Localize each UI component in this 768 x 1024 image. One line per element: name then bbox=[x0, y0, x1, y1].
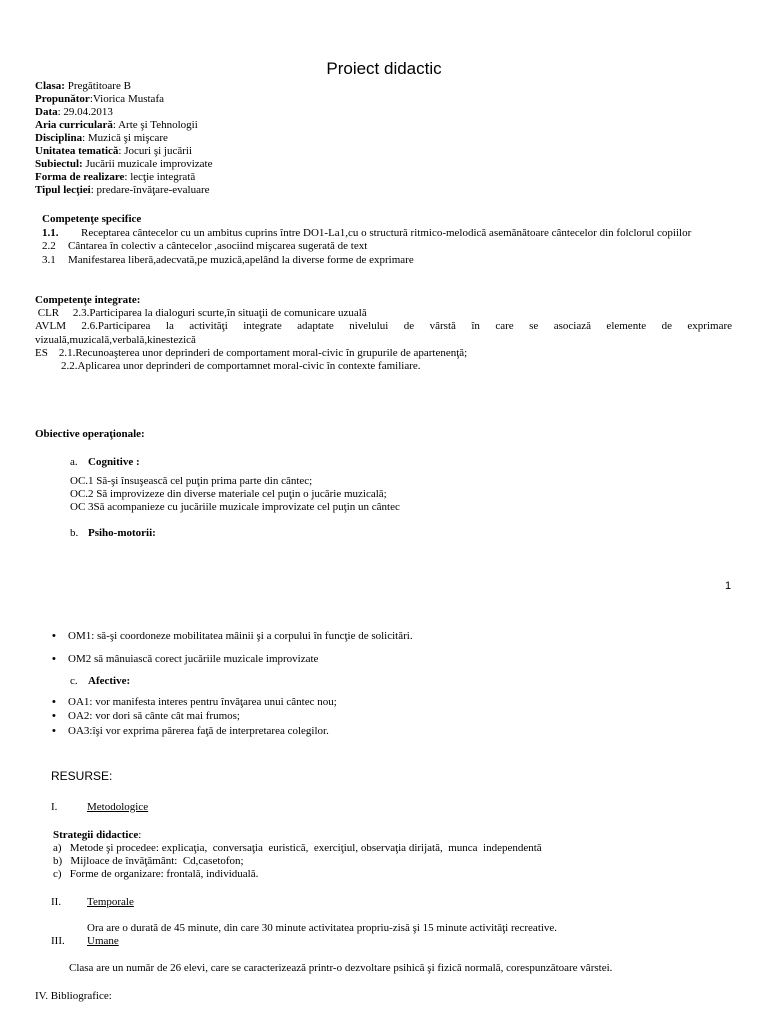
meta-tipul: Tipul lecţiei: predare-învăţare-evaluare bbox=[35, 184, 210, 196]
obiectiv-om2: • OM2 să mânuiască corect jucăriile muzicale improvizate bbox=[68, 653, 318, 666]
meta-subiectul: Subiectul: Jucării muzicale improvizate bbox=[35, 158, 213, 170]
strategii-metode: a) Metode şi procedee: explicaţia, conversaţia euristică, exerciţiul, observaţia dirijată, munca independentă bbox=[53, 842, 542, 854]
meta-clasa: Clasa: Pregătitoare B bbox=[35, 80, 131, 92]
competente-specifice-heading: Competenţe specifice bbox=[42, 213, 142, 225]
strategii-forme: c) Forme de organizare: frontală, individuală. bbox=[53, 868, 259, 880]
page-number: 1 bbox=[725, 580, 732, 592]
umane-text: Clasa are un număr de 26 elevi, care se caracterizează printr-o dezvoltare psihică şi fizică normală, corespunzătoare vârstei. bbox=[69, 962, 613, 974]
meta-unitatea: Unitatea tematică: Jocuri şi jucării bbox=[35, 145, 193, 157]
obiectiv-oc3: OC 3Să acompanieze cu jucăriile muzicale improvizate cel puţin un cântec bbox=[70, 501, 400, 513]
meta-disciplina: Disciplina: Muzică şi mişcare bbox=[35, 132, 168, 144]
competenta-3-1: 3.1 Manifestarea liberă,adecvată,pe muzică,apelând la diverse forme de exprimare bbox=[42, 254, 414, 266]
competenta-clr: CLR 2.3.Participarea la dialoguri scurte,în situaţii de comunicare uzuală bbox=[35, 307, 367, 319]
obiectiv-oa3: • OA3:îşi vor exprima părerea faţă de interpretarea colegilor. bbox=[68, 725, 329, 738]
competenta-1-1: 1.1. Receptarea cântecelor cu un ambitus cuprins între DO1-La1,cu o structură ritmico-melodică asemănătoare cântecelor din folclorul copiilor bbox=[42, 227, 692, 239]
obiectiv-om1: • OM1: să-şi coordoneze mobilitatea mâinii şi a corpului în funcţie de solicitări. bbox=[68, 630, 413, 643]
resurse-temporale: II. Temporale bbox=[51, 896, 134, 908]
obiective-heading: Obiective operaţionale: bbox=[35, 428, 145, 440]
obiectiv-oa1: • OA1: vor manifesta interes pentru învăţarea unui cântec nou; bbox=[68, 696, 337, 709]
temporale-text: Ora are o durată de 45 minute, din care 30 minute activitatea propriu-zisă şi 15 minute activităţi recreative. bbox=[87, 922, 558, 934]
competente-integrate-heading: Competenţe integrate: bbox=[35, 294, 141, 306]
competenta-es-1: ES 2.1.Recunoaşterea unor deprinderi de comportament moral-civic în grupurile de apartenenţă; bbox=[35, 347, 468, 359]
resurse-bibliografice: IV. Bibliografice: bbox=[35, 990, 112, 1002]
competenta-es-2: 2.2.Aplicarea unor deprinderi de comportamnet moral-civic în contexte familiare. bbox=[61, 360, 421, 372]
strategii-didactice-heading: Strategii didactice: bbox=[53, 829, 142, 841]
obiective-psihomotorii-label: b. Psiho-motorii: bbox=[70, 527, 156, 539]
obiectiv-oc2: OC.2 Să improvizeze din diverse materiale cel puţin o jucărie muzicală; bbox=[70, 488, 387, 500]
obiective-afective-label: c. Afective: bbox=[70, 675, 131, 687]
competenta-2-2: 2.2 Cântarea în colectiv a cântecelor ,asociind mişcarea sugerată de text bbox=[42, 240, 368, 252]
strategii-mijloace: b) Mijloace de învăţământ: Cd,casetofon; bbox=[53, 855, 244, 867]
resurse-umane: III. Umane bbox=[51, 935, 119, 947]
obiectiv-oc1: OC.1 Să-şi însuşească cel puţin prima parte din cântec; bbox=[70, 475, 313, 487]
meta-propunator: Propunător:Viorica Mustafa bbox=[35, 93, 164, 105]
obiective-cognitive-label: a. Cognitive : bbox=[70, 456, 140, 468]
meta-aria: Aria curriculară: Arte şi Tehnologii bbox=[35, 119, 198, 131]
meta-forma: Forma de realizare: lecţie integrată bbox=[35, 171, 196, 183]
page-title: Proiect didactic bbox=[326, 59, 442, 78]
resurse-metodologice: I. Metodologice bbox=[51, 801, 149, 813]
resurse-heading: RESURSE: bbox=[51, 769, 113, 783]
meta-data: Data: 29.04.2013 bbox=[35, 106, 113, 118]
competenta-avlm-line2: vizuală,muzicală,verbală,kinestezică bbox=[35, 334, 196, 346]
obiectiv-oa2: • OA2: vor dori să cânte cât mai frumos; bbox=[68, 710, 240, 723]
competenta-avlm-line1: AVLM 2.6.Participarea la activităţi integrate adaptate nivelului de vârstă în care se asociază elemente de exprimare bbox=[35, 320, 732, 332]
